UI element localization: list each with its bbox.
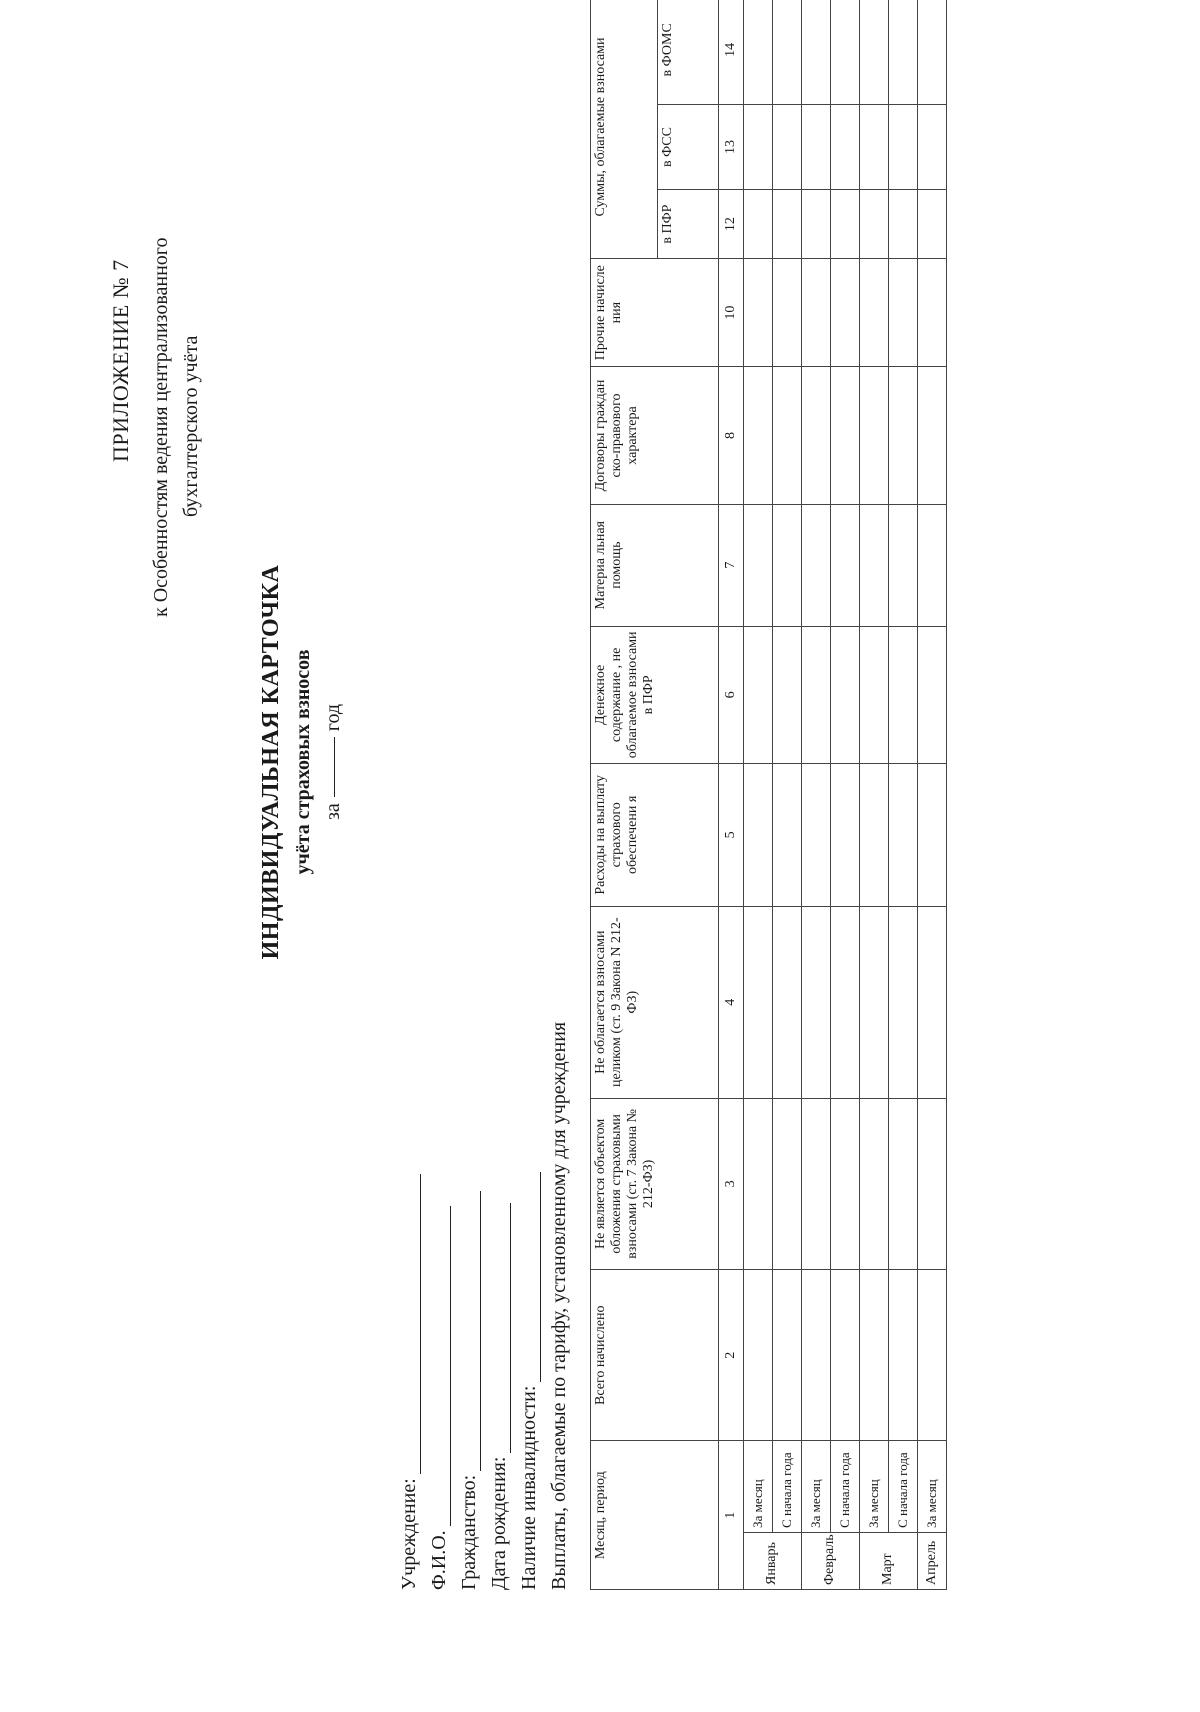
table-row — [889, 0, 918, 1590]
institution-label: Учреждение: — [398, 1478, 420, 1590]
value-cell[interactable] — [889, 258, 918, 367]
value-cell[interactable] — [744, 104, 773, 190]
value-cell[interactable] — [860, 367, 889, 504]
card-year-line — [322, 412, 345, 1112]
value-cell[interactable] — [918, 1270, 947, 1441]
value-cell[interactable] — [744, 504, 773, 626]
value-cell[interactable] — [802, 906, 831, 1098]
card-subtitle: учёта страховых взносов — [292, 649, 314, 875]
table-row — [744, 0, 773, 1590]
value-cell[interactable] — [889, 626, 918, 763]
value-cell[interactable] — [831, 104, 860, 190]
value-cell[interactable] — [773, 1270, 802, 1441]
full-name-blank[interactable] — [449, 1206, 451, 1526]
value-cell[interactable] — [802, 1270, 831, 1441]
value-cell[interactable] — [889, 906, 918, 1098]
value-cell[interactable] — [744, 367, 773, 504]
value-cell[interactable] — [831, 1098, 860, 1269]
value-cell[interactable] — [744, 1098, 773, 1269]
value-cell[interactable] — [860, 906, 889, 1098]
value-cell[interactable] — [831, 626, 860, 763]
value-cell[interactable] — [773, 258, 802, 367]
value-cell[interactable] — [802, 258, 831, 367]
value-cell[interactable] — [831, 504, 860, 626]
value-cell[interactable] — [802, 626, 831, 763]
period-since-year-start: С начала года — [773, 1441, 802, 1532]
value-cell[interactable] — [744, 763, 773, 906]
value-cell[interactable] — [802, 190, 831, 259]
value-cell[interactable] — [773, 367, 802, 504]
year-suffix: год — [322, 703, 344, 732]
header-not-taxed: Не облагается взносами целиком (ст. 9 Закона N 212-ФЗ) — [591, 906, 719, 1098]
value-cell[interactable] — [773, 763, 802, 906]
value-cell[interactable] — [773, 626, 802, 763]
value-cell[interactable] — [802, 104, 831, 190]
value-cell[interactable] — [860, 0, 889, 104]
appendix-subtitle-line2: бухгалтерского учёта — [180, 335, 202, 517]
value-cell[interactable] — [773, 0, 802, 104]
column-number: 5 — [719, 763, 744, 906]
value-cell[interactable] — [831, 1270, 860, 1441]
value-cell[interactable] — [773, 190, 802, 259]
column-number: 6 — [719, 626, 744, 763]
value-cell[interactable] — [860, 190, 889, 259]
period-for-month: За месяц — [918, 1441, 947, 1532]
value-cell[interactable] — [744, 0, 773, 104]
citizenship-field — [458, 1191, 481, 1590]
column-number: 10 — [719, 258, 744, 367]
value-cell[interactable] — [889, 104, 918, 190]
period-since-year-start: С начала года — [889, 1441, 918, 1532]
column-number-row — [719, 0, 744, 1590]
disability-blank[interactable] — [539, 1172, 541, 1382]
value-cell[interactable] — [918, 367, 947, 504]
value-cell[interactable] — [918, 906, 947, 1098]
value-cell[interactable] — [802, 504, 831, 626]
table-row — [802, 0, 831, 1590]
value-cell[interactable] — [744, 626, 773, 763]
card-title: ИНДИВИДУАЛЬНАЯ КАРТОЧКА — [258, 564, 284, 960]
value-cell[interactable] — [860, 104, 889, 190]
value-cell[interactable] — [918, 190, 947, 259]
header-sums-group: Суммы, облагаемые взносами — [591, 0, 658, 258]
header-period: Месяц, период — [591, 1441, 719, 1590]
value-cell[interactable] — [889, 367, 918, 504]
value-cell[interactable] — [744, 1270, 773, 1441]
value-cell[interactable] — [802, 0, 831, 104]
appendix-subtitle-line1: к Особенностям ведения централизованного — [150, 237, 172, 617]
column-number: 2 — [719, 1270, 744, 1441]
value-cell[interactable] — [773, 504, 802, 626]
value-cell[interactable] — [860, 1098, 889, 1269]
year-prefix: за — [322, 803, 344, 821]
citizenship-label: Гражданство: — [458, 1474, 480, 1590]
full-name-label: Ф.И.О. — [428, 1530, 450, 1590]
header-insurance: Расходы на выплату страхового обеспечени я — [591, 763, 719, 906]
header-pfr: в ПФР — [658, 190, 719, 259]
value-cell[interactable] — [889, 504, 918, 626]
value-cell[interactable] — [918, 1098, 947, 1269]
disability-field — [518, 1172, 541, 1590]
month-label: Январь — [744, 1532, 802, 1589]
column-number: 4 — [719, 906, 744, 1098]
month-label: Февраль — [802, 1532, 860, 1589]
value-cell[interactable] — [831, 763, 860, 906]
column-number: 13 — [719, 104, 744, 190]
disability-label: Наличие инвалидности: — [518, 1385, 540, 1590]
header-not-object: Не является объектом обложения страховыми взносами (ст. 7 Закона № 212-ФЗ) — [591, 1098, 719, 1269]
column-number: 3 — [719, 1098, 744, 1269]
citizenship-blank[interactable] — [479, 1191, 481, 1471]
value-cell[interactable] — [802, 367, 831, 504]
header-material: Материа льная помощь — [591, 504, 719, 626]
value-cell[interactable] — [860, 1270, 889, 1441]
column-number: 7 — [719, 504, 744, 626]
period-since-year-start: С начала года — [831, 1441, 860, 1532]
table-row — [831, 0, 860, 1590]
table-row — [918, 0, 947, 1590]
header-total: Всего начислено — [591, 1270, 719, 1441]
column-number: 1 — [719, 1441, 744, 1590]
month-label: Март — [860, 1532, 918, 1589]
value-cell[interactable] — [831, 258, 860, 367]
column-number: 14 — [719, 0, 744, 104]
institution-blank[interactable] — [419, 1174, 421, 1474]
column-number: 12 — [719, 190, 744, 259]
appendix-title: ПРИЛОЖЕНИЕ № 7 — [108, 259, 133, 462]
period-for-month: За месяц — [744, 1441, 773, 1532]
value-cell[interactable] — [889, 190, 918, 259]
value-cell[interactable] — [831, 367, 860, 504]
value-cell[interactable] — [860, 626, 889, 763]
value-cell[interactable] — [918, 104, 947, 190]
year-blank[interactable] — [334, 737, 335, 797]
birth-date-field — [488, 1203, 511, 1590]
header-civil: Договоры граждан ско-правового характера — [591, 367, 719, 504]
value-cell[interactable] — [918, 763, 947, 906]
birth-date-label: Дата рождения: — [488, 1456, 510, 1590]
period-for-month: За месяц — [860, 1441, 889, 1532]
full-name-field — [428, 1206, 451, 1590]
column-number: 8 — [719, 367, 744, 504]
value-cell[interactable] — [744, 190, 773, 259]
value-cell[interactable] — [889, 763, 918, 906]
value-cell[interactable] — [831, 0, 860, 104]
institution-field — [398, 1174, 421, 1590]
payments-note: Выплаты, облагаемые по тарифу, установленному для учреждения — [548, 1021, 570, 1590]
value-cell[interactable] — [918, 626, 947, 763]
contributions-table — [590, 0, 947, 1590]
month-label: Апрель — [918, 1532, 947, 1589]
value-cell[interactable] — [802, 763, 831, 906]
value-cell[interactable] — [773, 906, 802, 1098]
value-cell[interactable] — [918, 0, 947, 104]
value-cell[interactable] — [831, 190, 860, 259]
value-cell[interactable] — [860, 763, 889, 906]
value-cell[interactable] — [831, 906, 860, 1098]
value-cell[interactable] — [744, 906, 773, 1098]
header-foms: в ФОМС — [658, 0, 719, 104]
value-cell[interactable] — [918, 504, 947, 626]
value-cell[interactable] — [860, 258, 889, 367]
header-allowance: Денежное содержание , не облагаемое взносами в ПФР — [591, 626, 719, 763]
value-cell[interactable] — [802, 1098, 831, 1269]
value-cell[interactable] — [889, 0, 918, 104]
value-cell[interactable] — [773, 104, 802, 190]
period-for-month: За месяц — [802, 1441, 831, 1532]
birth-date-blank[interactable] — [509, 1203, 511, 1453]
header-fss: в ФСС — [658, 104, 719, 190]
value-cell[interactable] — [773, 1098, 802, 1269]
value-cell[interactable] — [744, 258, 773, 367]
value-cell[interactable] — [918, 258, 947, 367]
value-cell[interactable] — [889, 1098, 918, 1269]
value-cell[interactable] — [889, 1270, 918, 1441]
table-row — [773, 0, 802, 1590]
header-other: Прочие начисле ния — [591, 258, 719, 367]
value-cell[interactable] — [860, 504, 889, 626]
table-row — [860, 0, 889, 1590]
